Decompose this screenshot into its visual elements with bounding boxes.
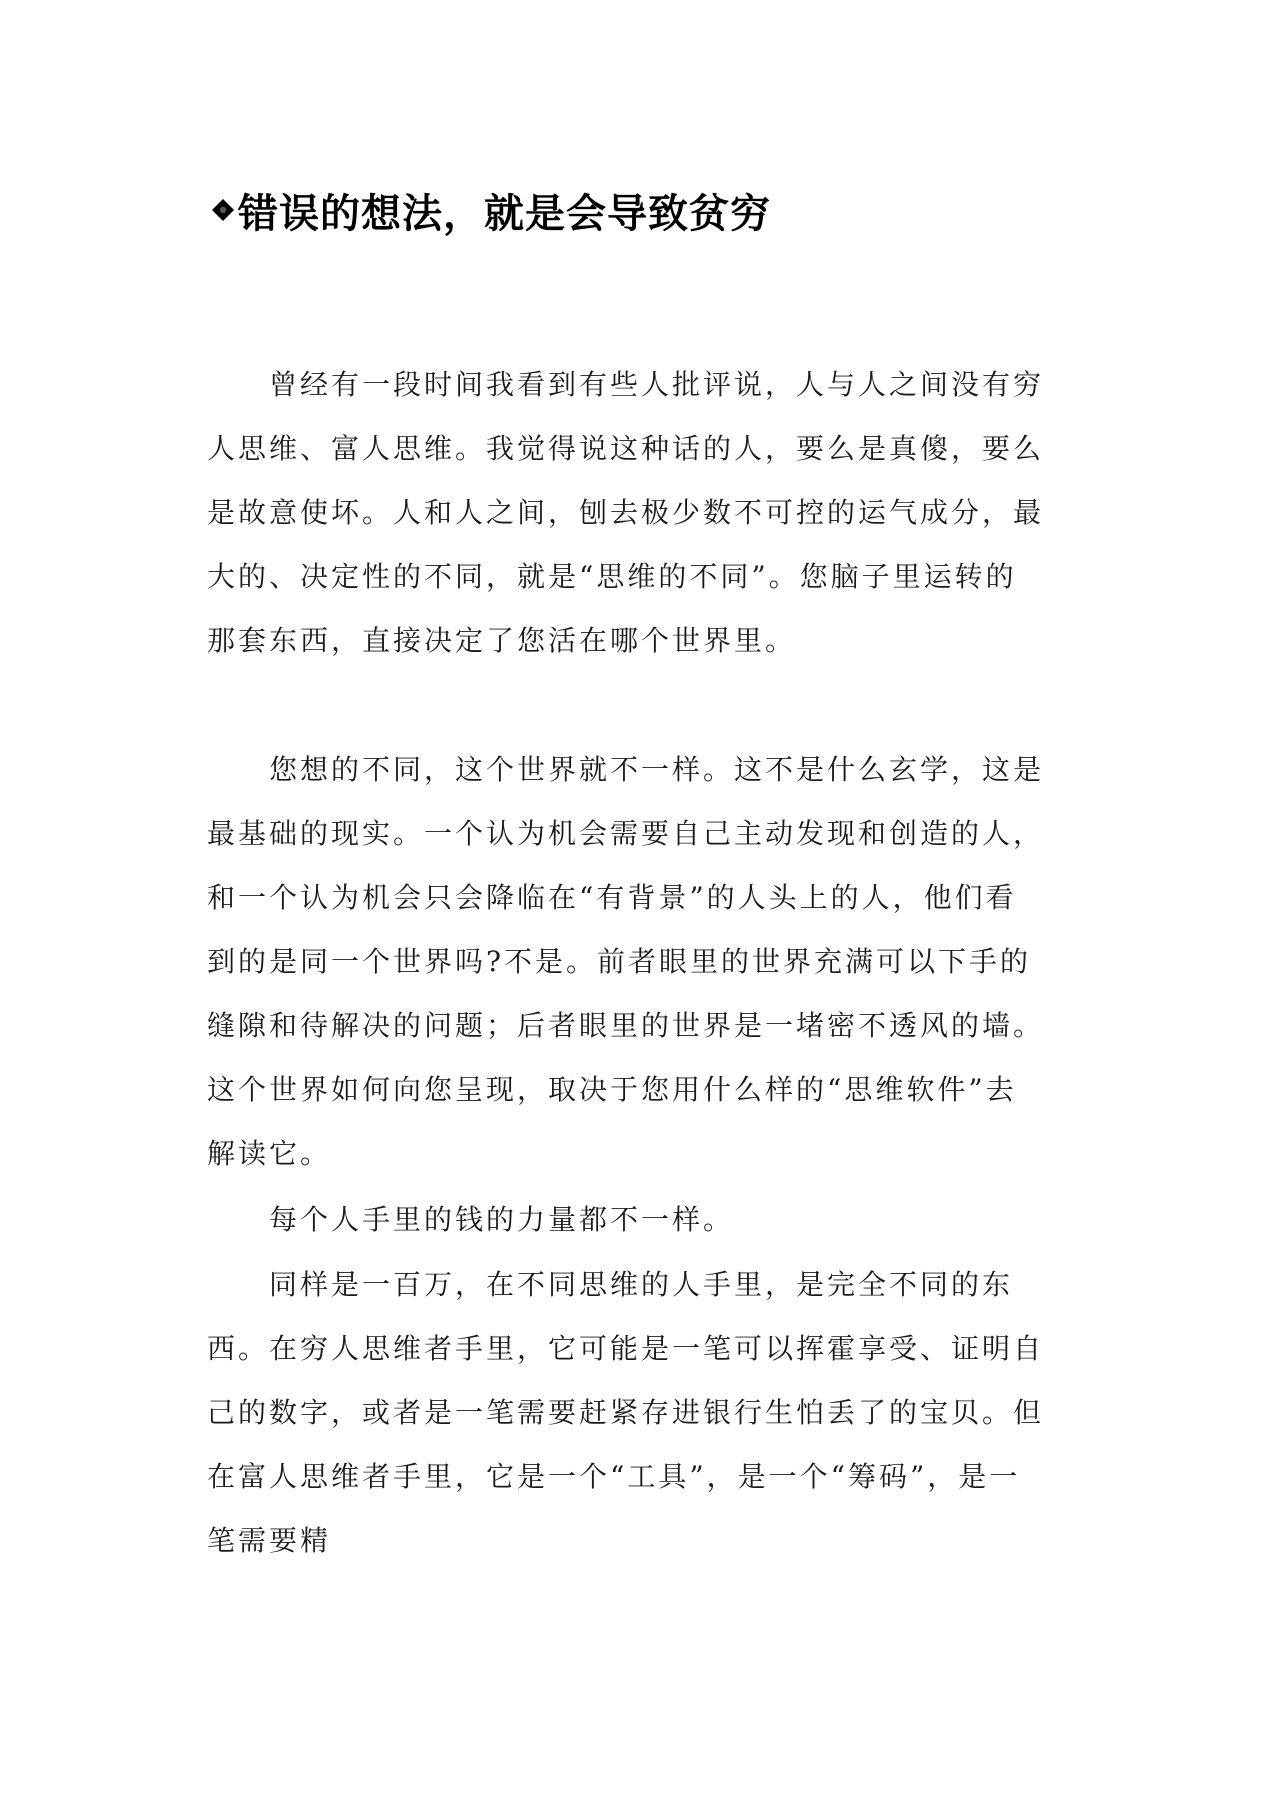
paragraph-text: 同样是一百万，在不同思维的人手里，是完全不同的东西。在穷人思维者手里，它可能是一笔可以挥霍享受、证明自己的数字，或者是一笔需要赶紧存进银行生怕丢了的宝贝。但在富人思维者手里，它是一个“工具”，是一个“筹码”，是一笔需要精 xyxy=(207,1268,1045,1557)
paragraph-1 xyxy=(207,353,1047,673)
paragraph-2 xyxy=(207,738,1047,1186)
paragraph-text: 每个人手里的钱的力量都不一样。 xyxy=(269,1203,735,1236)
paragraph-4 xyxy=(207,1253,1047,1573)
heading-row xyxy=(212,182,771,238)
paragraph-3 xyxy=(207,1188,1047,1252)
paragraph-text: 曾经有一段时间我看到有些人批评说，人与人之间没有穷人思维、富人思维。我觉得说这种话的人，要么是真傻，要么是故意使坏。人和人之间，刨去极少数不可控的运气成分，最大的、决定性的不同，就是“思维的不同”。您脑子里运转的那套东西，直接决定了您活在哪个世界里。 xyxy=(207,368,1045,657)
page-title: 错误的想法，就是会导致贫穷 xyxy=(238,189,771,237)
diamond-bullet-icon xyxy=(212,199,234,221)
paragraph-text: 您想的不同，这个世界就不一样。这不是什么玄学，这是最基础的现实。一个认为机会需要自己主动发现和创造的人，和一个认为机会只会降临在“有背景”的人头上的人，他们看到的是同一个世界吗?不是。前者眼里的世界充满可以下手的缝隙和待解决的问题；后者眼里的世界是一堵密不透风的墙。这个世界如何向您呈现，取决于您用什么样的“思维软件”去解读它。 xyxy=(207,753,1045,1170)
